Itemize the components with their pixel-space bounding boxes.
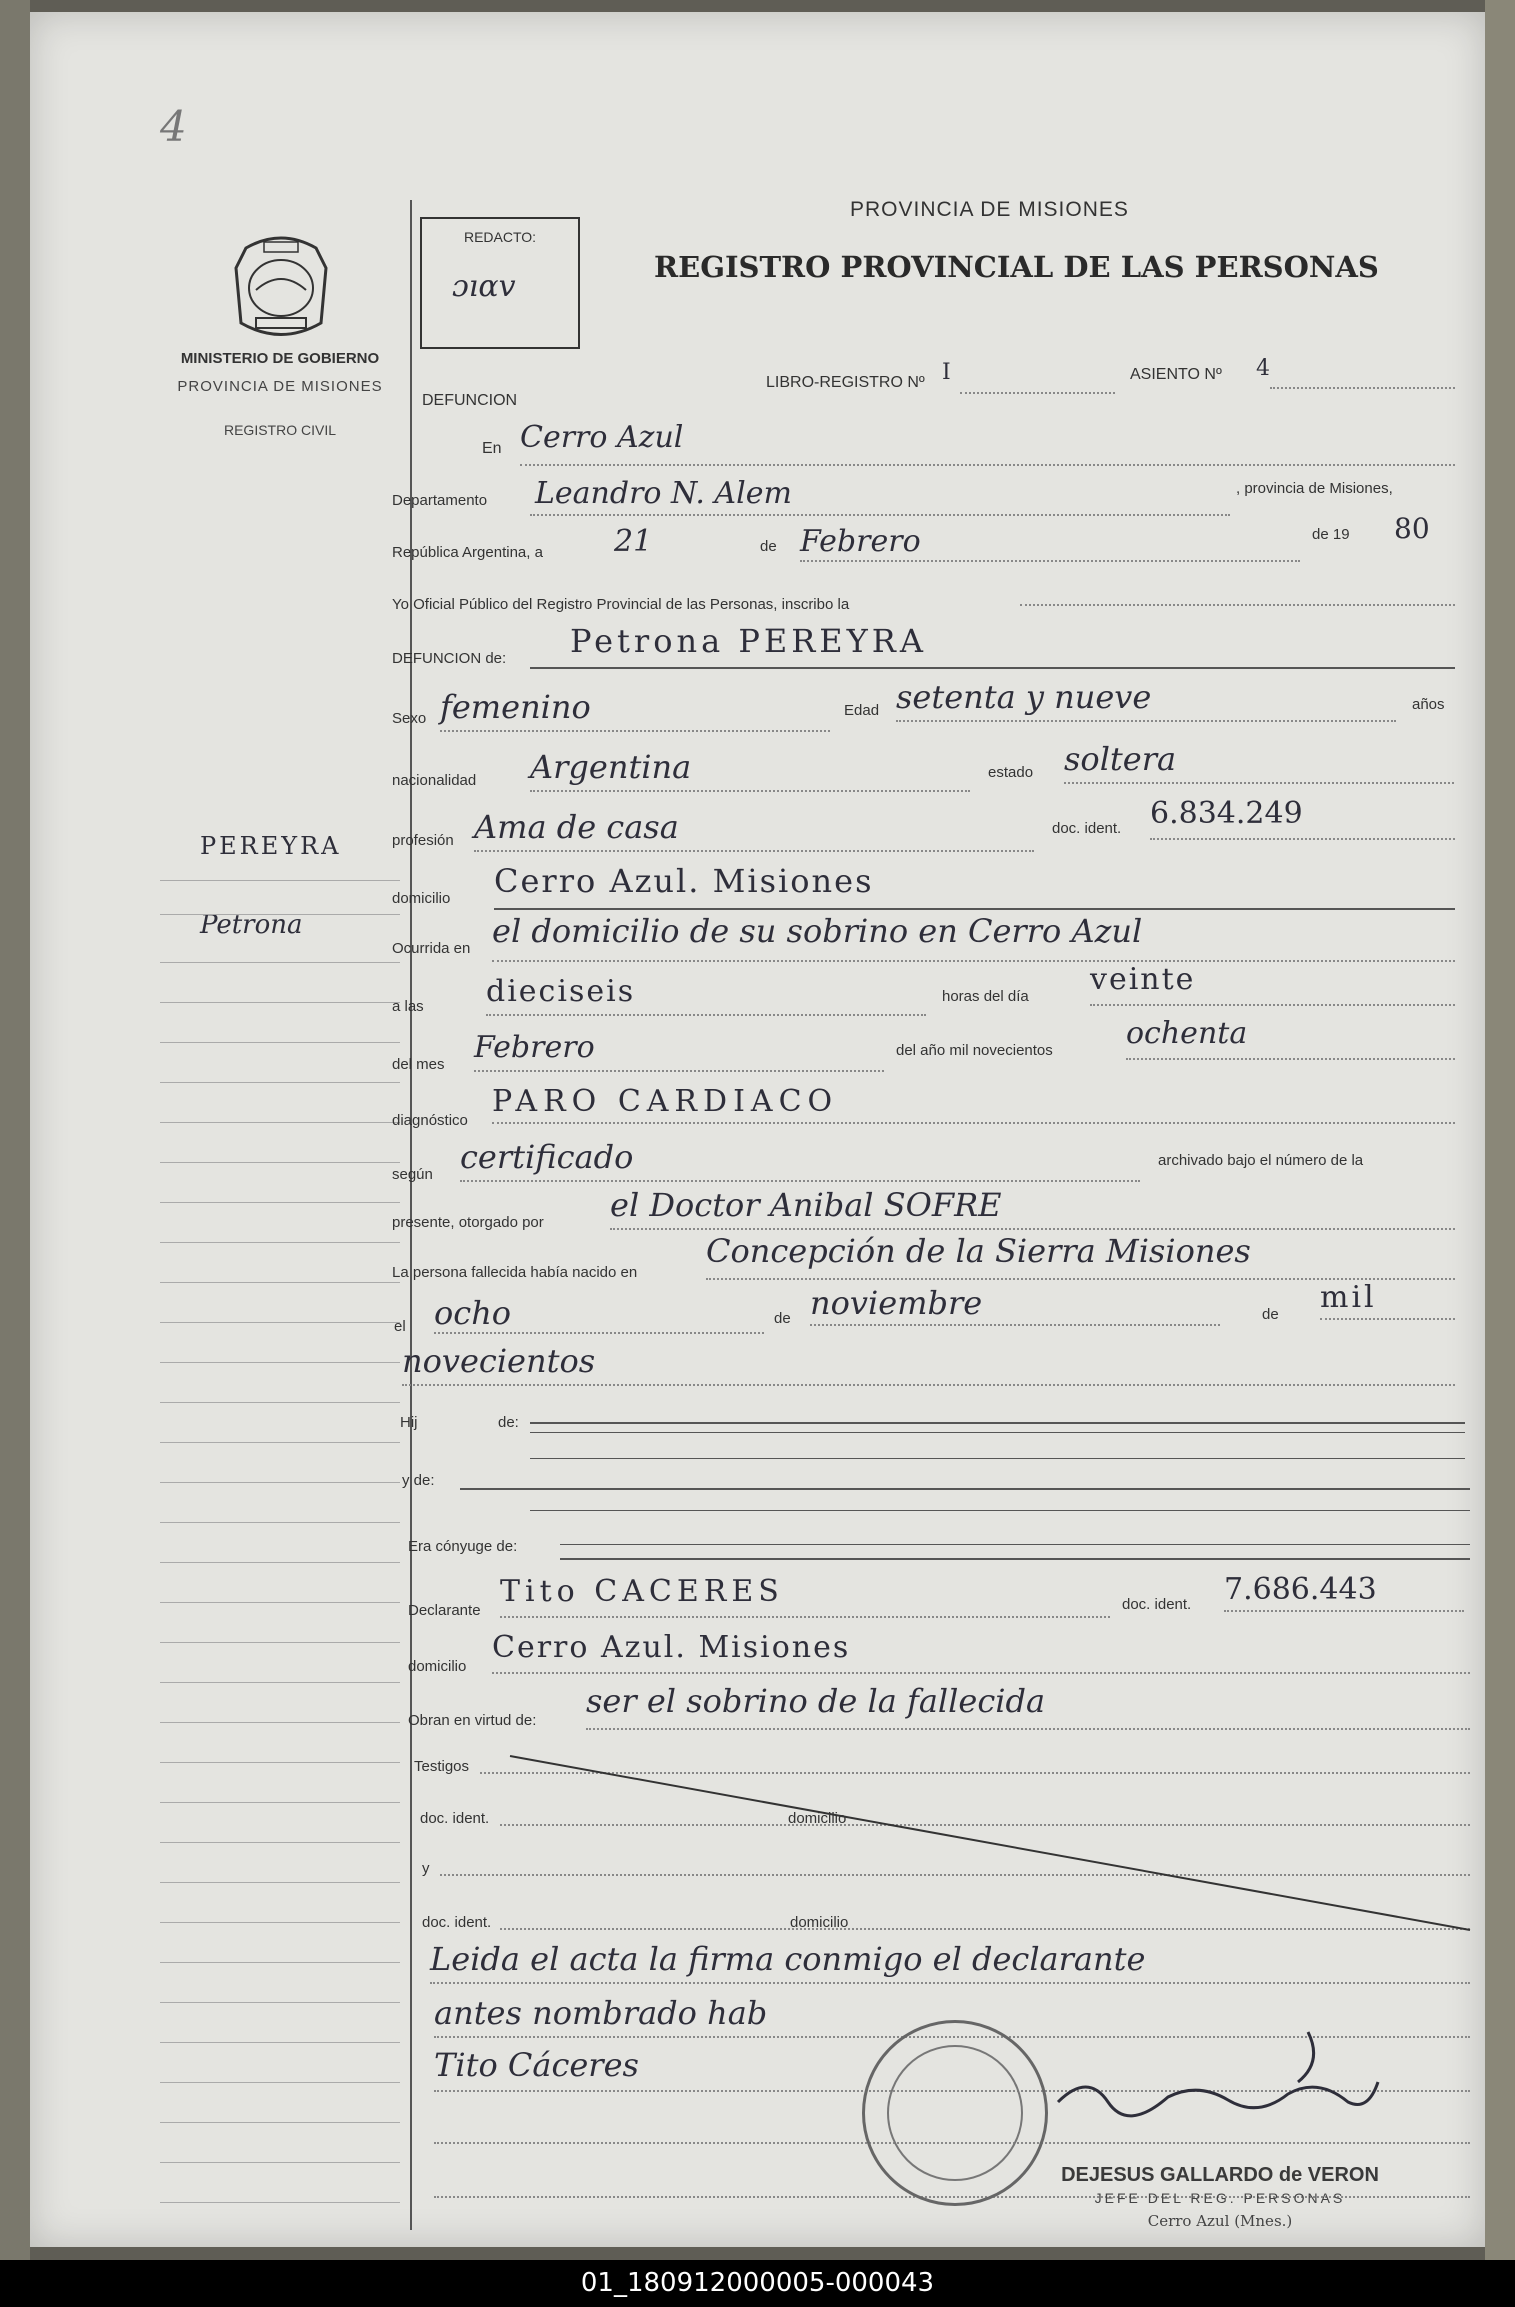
date-month-value: Febrero	[800, 524, 921, 559]
redacto-initials: ɔıɑv	[452, 269, 516, 304]
hij-line-1	[530, 1422, 1465, 1424]
segun-label: según	[392, 1166, 433, 1183]
libro-label: LIBRO-REGISTRO Nº	[766, 374, 925, 391]
date-year-value: 80	[1394, 512, 1430, 545]
defuncion-label: DEFUNCION de:	[392, 650, 507, 667]
conyuge-line-1	[560, 1544, 1470, 1545]
t1-dom-label: domicilio	[788, 1810, 847, 1827]
departamento-line	[530, 514, 1230, 516]
profesion-line	[474, 850, 1034, 852]
date-de-label: de	[760, 538, 777, 555]
horas-label: horas del día	[942, 988, 1029, 1005]
edad-line	[896, 720, 1396, 722]
declarante-dom-line	[492, 1672, 1470, 1674]
closing-line-1: Leida el acta la firma conmigo el declarante	[430, 1940, 1146, 1978]
anio-value: ochenta	[1126, 1016, 1248, 1051]
estado-label: estado	[988, 764, 1034, 781]
nacionalidad-value: Argentina	[530, 748, 692, 786]
nacionalidad-label: nacionalidad	[392, 772, 477, 789]
asiento-line	[1270, 387, 1455, 389]
obran-label: Obran en virtud de:	[408, 1712, 537, 1729]
domicilio-value: Cerro Azul. Misiones	[494, 862, 874, 900]
registry-label: REGISTRO CIVIL	[223, 422, 337, 438]
hij-line-2	[530, 1432, 1465, 1433]
redacto-box	[420, 217, 580, 349]
hij-label: Hij	[400, 1414, 418, 1431]
domicilio-line	[494, 908, 1455, 910]
anos-label: años	[1412, 696, 1445, 713]
margin-given-name: Petrona	[200, 910, 303, 940]
province-label: PROVINCIA DE MISIONES	[177, 378, 383, 395]
presente-line	[610, 1228, 1455, 1230]
official-title: JEFE DEL REG. PERSONAS	[1094, 2190, 1346, 2206]
diag-line	[492, 1122, 1455, 1124]
t2-dom-label: domicilio	[790, 1914, 849, 1931]
alas-label: a las	[392, 998, 424, 1015]
novecientos-value: novecientos	[402, 1342, 596, 1380]
page-number: 4	[160, 102, 187, 151]
estado-value: soltera	[1064, 740, 1177, 778]
closing-line-1-rule	[430, 1982, 1470, 1984]
ocurrida-value: el domicilio de su sobrino en Cerro Azul	[492, 912, 1143, 950]
docident-label: doc. ident.	[1052, 820, 1122, 837]
image-caption: 01_180912000005-000043	[0, 2260, 1515, 2307]
defuncion-line	[530, 667, 1455, 669]
declarante-label: Declarante	[408, 1602, 481, 1619]
section-label: DEFUNCION	[422, 392, 518, 409]
asiento-value: 4	[1256, 356, 1270, 381]
declarante-doc-value: 7.686.443	[1224, 1572, 1377, 1607]
de3-value: mil	[1320, 1280, 1377, 1315]
y-label: y	[422, 1860, 430, 1877]
edad-label: Edad	[844, 702, 880, 719]
testigos-label: Testigos	[414, 1758, 470, 1775]
archivado-label: archivado bajo el número de la	[1158, 1152, 1364, 1169]
en-label: En	[482, 440, 502, 457]
horas-line	[1090, 1004, 1455, 1006]
edad-value: setenta y nueve	[896, 678, 1152, 716]
el-line	[434, 1332, 764, 1334]
yde-line	[460, 1488, 1470, 1490]
date-line	[800, 560, 1300, 562]
t1-doc-label: doc. ident.	[420, 1810, 490, 1827]
alas-value: dieciseis	[486, 974, 636, 1009]
page-title: REGISTRO PROVINCIAL DE LAS PERSONAS	[654, 250, 1379, 284]
horas-value: veinte	[1090, 962, 1196, 997]
el-value: ocho	[434, 1294, 512, 1332]
anio-label: del año mil novecientos	[896, 1042, 1053, 1059]
date-day-value: 21	[614, 524, 653, 559]
novecientos-line	[402, 1384, 1455, 1386]
profesion-value: Ama de casa	[474, 808, 679, 846]
page-edge-right	[1485, 0, 1515, 2260]
official-signature	[1048, 2022, 1388, 2132]
en-value: Cerro Azul	[520, 420, 684, 455]
margin-surname: PEREYRA	[200, 832, 342, 860]
hij-line-3	[530, 1458, 1465, 1459]
de2-value: noviembre	[810, 1284, 983, 1322]
de3-line	[1320, 1318, 1455, 1320]
de3-label: de	[1262, 1306, 1279, 1323]
declarant-signature: Tito Cáceres	[434, 2046, 639, 2084]
ocurrida-label: Ocurrida en	[392, 940, 471, 957]
declarante-value: Tito CACERES	[500, 1574, 784, 1609]
declarante-dom-value: Cerro Azul. Misiones	[492, 1630, 851, 1665]
republica-label: República Argentina, a	[392, 544, 543, 561]
presente-label: presente, otorgado por	[392, 1214, 544, 1231]
presente-value: el Doctor Anibal SOFRE	[610, 1186, 1002, 1224]
libro-value: I	[942, 360, 951, 385]
page-edge-left	[0, 0, 30, 2260]
provincial-seal	[226, 228, 336, 346]
domicilio-label: domicilio	[392, 890, 451, 907]
yde-line-2	[530, 1510, 1470, 1511]
departamento-value: Leandro N. Alem	[535, 476, 792, 511]
profesion-label: profesión	[392, 832, 454, 849]
departamento-label: Departamento	[392, 492, 488, 509]
libro-line	[960, 392, 1115, 394]
hij-de-label: de:	[498, 1414, 519, 1431]
declarante-doc-line	[1224, 1610, 1464, 1612]
mes-value: Febrero	[474, 1030, 595, 1065]
docident-value: 6.834.249	[1150, 796, 1303, 831]
t2-doc-label: doc. ident.	[422, 1914, 492, 1931]
obran-line	[586, 1728, 1470, 1730]
sexo-label: Sexo	[392, 710, 427, 727]
anio-line	[1126, 1058, 1455, 1060]
segun-line	[460, 1180, 1140, 1182]
segun-value: certificado	[460, 1138, 634, 1176]
closing-line-2: antes nombrado hab	[434, 1994, 768, 2032]
mes-label: del mes	[392, 1056, 445, 1073]
header-province: PROVINCIA DE MISIONES	[850, 198, 1129, 221]
estado-line	[1064, 782, 1454, 784]
redacto-label: REDACTO:	[463, 229, 537, 245]
de2-line	[810, 1324, 1220, 1326]
mes-line	[474, 1070, 884, 1072]
official-place: Cerro Azul (Mnes.)	[1147, 2212, 1293, 2230]
official-name: DEJESUS GALLARDO de VERON	[1061, 2164, 1379, 2186]
ministry-label: MINISTERIO DE GOBIERNO	[180, 350, 380, 367]
declarante-line	[500, 1616, 1110, 1618]
asiento-label: ASIENTO Nº	[1130, 366, 1222, 383]
provincia-suffix: , provincia de Misiones,	[1236, 480, 1393, 497]
de2-label: de	[774, 1310, 791, 1327]
declarante-dom-label: domicilio	[408, 1658, 467, 1675]
diag-value: PARO CARDIACO	[492, 1084, 839, 1119]
alas-line	[486, 1014, 926, 1016]
sexo-line	[440, 730, 830, 732]
nacionalidad-line	[530, 790, 970, 792]
date-year-label: de 19	[1312, 526, 1350, 543]
obran-value: ser el sobrino de la fallecida	[586, 1682, 1046, 1720]
declarante-doc-label: doc. ident.	[1122, 1596, 1192, 1613]
conyuge-line-2	[560, 1558, 1470, 1560]
defuncion-value: Petrona PEREYRA	[570, 622, 927, 660]
diag-label: diagnóstico	[392, 1112, 468, 1129]
oficial-line	[1020, 604, 1455, 606]
conyuge-label: Era cónyuge de:	[408, 1538, 518, 1555]
document-page	[30, 12, 1485, 2247]
yde-label: y de:	[402, 1472, 435, 1489]
sexo-value: femenino	[440, 688, 591, 726]
oficial-label: Yo Oficial Público del Registro Provincial de las Personas, inscribo la	[392, 596, 850, 613]
nacido-value: Concepción de la Sierra Misiones	[706, 1232, 1251, 1270]
witness-strike-line	[500, 1748, 1480, 1938]
en-line	[520, 464, 1455, 466]
docident-line	[1150, 838, 1455, 840]
nacido-label: La persona fallecida había nacido en	[392, 1264, 638, 1281]
el-label: el	[394, 1318, 406, 1335]
ocurrida-line	[492, 960, 1455, 962]
